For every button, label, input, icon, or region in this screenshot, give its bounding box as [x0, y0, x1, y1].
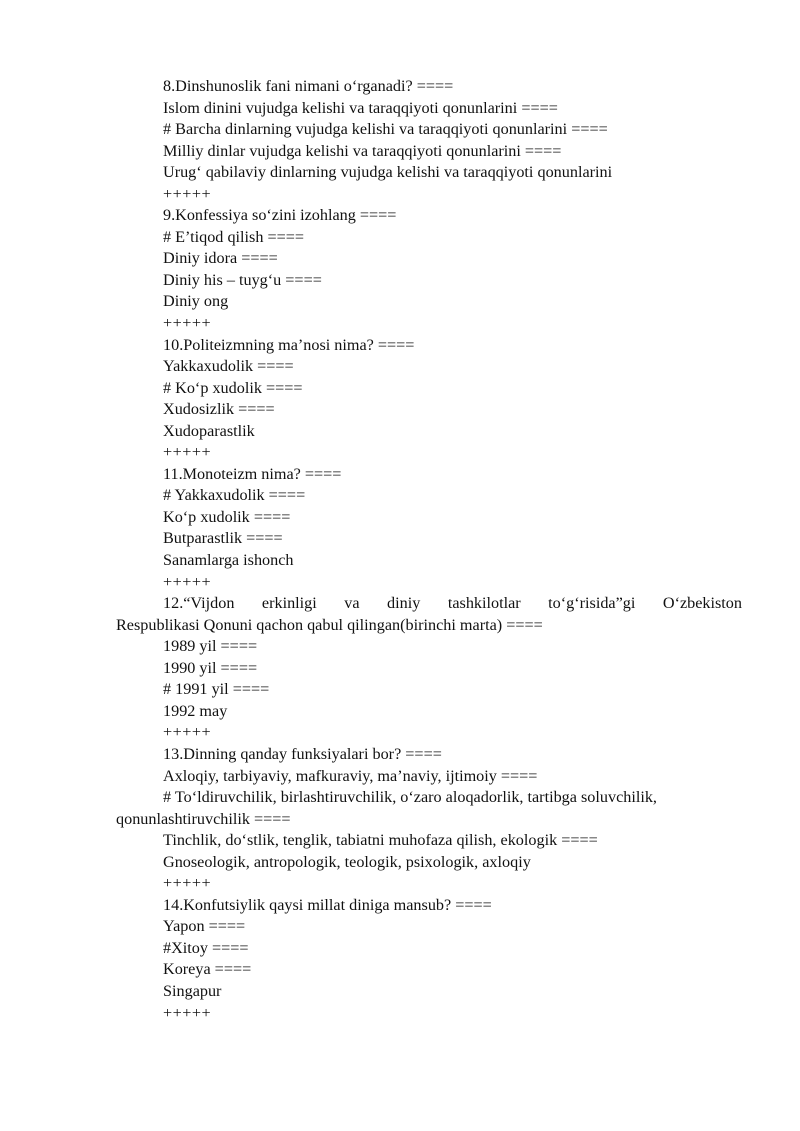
answer-option: Gnoseologik, antropologik, teologik, psixologik, axloqiy — [163, 852, 531, 871]
answer-option-correct: # 1991 yil ==== — [163, 680, 270, 699]
answer-option: 1992 may — [163, 701, 228, 720]
question-separator: +++++ — [163, 184, 212, 203]
answer-option-correct: # To‘ldiruvchilik, birlashtiruvchilik, o‘zaro aloqadorlik, tartibga soluvchilik, — [163, 788, 657, 807]
answer-option: Koreya ==== — [163, 960, 252, 979]
question-8: 8.Dinshunoslik fani nimani o‘rganadi? ==== — [163, 77, 454, 95]
question-12: 12.“Vijdon erkinligi va diniy tashkilotlar to‘g‘risida”gi O‘zbekiston — [163, 594, 742, 613]
question-separator: +++++ — [163, 723, 212, 742]
question-separator: +++++ — [163, 1003, 212, 1022]
answer-option: Singapur — [163, 981, 222, 1000]
answer-option: Butparastlik ==== — [163, 529, 283, 548]
answer-option: Diniy ong — [163, 292, 229, 311]
answer-option: Tinchlik, do‘stlik, tenglik, tabiatni muhofaza qilish, ekologik ==== — [163, 831, 598, 850]
answer-option: Sanamlarga ishonch — [163, 551, 294, 570]
answer-option: Diniy idora ==== — [163, 249, 278, 268]
answer-option-correct: #Xitoy ==== — [163, 938, 249, 957]
question-14: 14.Konfutsiylik qaysi millat diniga mansub? ==== — [163, 895, 492, 914]
answer-option: Diniy his – tuyg‘u ==== — [163, 270, 322, 289]
document-body — [116, 76, 742, 1024]
question-12-continuation: Respublikasi Qonuni qachon qabul qilingan(birinchi marta) ==== — [116, 615, 543, 634]
question-9: 9.Konfessiya so‘zini izohlang ==== — [163, 206, 397, 225]
answer-option: Yakkaxudolik ==== — [163, 357, 294, 376]
question-separator: +++++ — [163, 314, 212, 333]
answer-option: Urug‘ qabilaviy dinlarning vujudga kelishi va taraqqiyoti qonunlarini — [163, 163, 613, 182]
answer-option-correct: # Barcha dinlarning vujudga kelishi va taraqqiyoti qonunlarini ==== — [163, 120, 608, 139]
answer-option-correct: # Ko‘p xudolik ==== — [163, 378, 303, 397]
answer-option: 1990 yil ==== — [163, 658, 258, 677]
answer-option: Milliy dinlar vujudga kelishi va taraqqiyoti qonunlarini ==== — [163, 141, 562, 160]
question-10: 10.Politeizmning ma’nosi nima? ==== — [163, 335, 415, 354]
answer-option-correct: # E’tiqod qilish ==== — [163, 227, 304, 246]
answer-option-continuation: qonunlashtiruvchilik ==== — [116, 809, 291, 828]
answer-option: 1989 yil ==== — [163, 637, 258, 656]
answer-option: Xudosizlik ==== — [163, 400, 275, 419]
answer-option: Islom dinini vujudga kelishi va taraqqiyoti qonunlarini ==== — [163, 98, 558, 117]
answer-option-correct: # Yakkaxudolik ==== — [163, 486, 306, 505]
answer-option: Ko‘p xudolik ==== — [163, 507, 291, 526]
question-separator: +++++ — [163, 874, 212, 893]
answer-option: Xudoparastlik — [163, 421, 255, 440]
question-separator: +++++ — [163, 572, 212, 591]
answer-option: Axloqiy, tarbiyaviy, mafkuraviy, ma’naviy, ijtimoiy ==== — [163, 766, 538, 785]
question-13: 13.Dinning qanday funksiyalari bor? ==== — [163, 744, 442, 763]
answer-option: Yapon ==== — [163, 917, 246, 936]
question-separator: +++++ — [163, 443, 212, 462]
question-11: 11.Monoteizm nima? ==== — [163, 464, 342, 483]
